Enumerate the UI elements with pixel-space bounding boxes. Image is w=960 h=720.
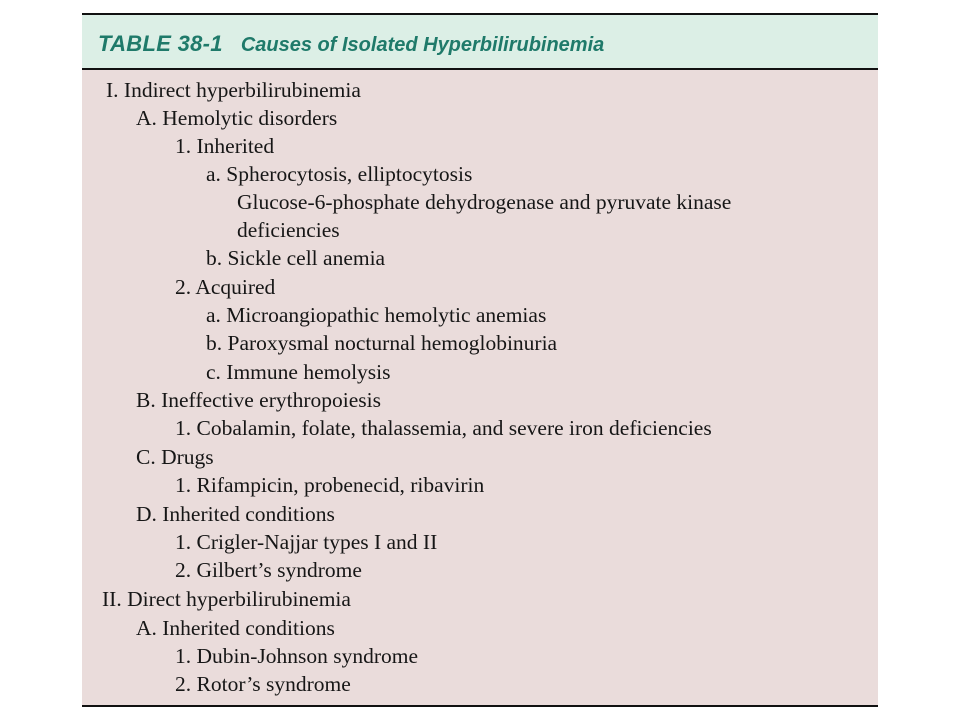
- table-title: Causes of Isolated Hyperbilirubinemia: [240, 34, 605, 56]
- outline-item-sub: b. Sickle cell anemia: [206, 246, 386, 270]
- outline-item-sub: b. Paroxysmal nocturnal hemoglobinuria: [206, 331, 558, 355]
- outline-item-number: 2. Gilbert’s syndrome: [175, 558, 362, 582]
- outline-item-letter: A. Inherited conditions: [136, 616, 335, 640]
- outline-item-number: 1. Crigler-Najjar types I and II: [175, 530, 438, 554]
- outline-item-number: 1. Dubin-Johnson syndrome: [175, 644, 419, 668]
- table-number: TABLE 38-1: [98, 31, 223, 56]
- outline-item-letter: D. Inherited conditions: [136, 502, 335, 526]
- outline-item-sub: a. Microangiopathic hemolytic anemias: [206, 303, 547, 327]
- outline-item-roman: II. Direct hyperbilirubinemia: [102, 587, 351, 611]
- outline-item-sub: c. Immune hemolysis: [206, 360, 391, 384]
- bottom-rule: [82, 705, 878, 707]
- outline-item-continuation: deficiencies: [237, 218, 340, 242]
- outline-item-continuation: Glucose-6-phosphate dehydrogenase and pyruvate kinase: [237, 190, 732, 214]
- outline-item-letter: C. Drugs: [136, 445, 214, 469]
- outline-item-letter: A. Hemolytic disorders: [136, 106, 338, 130]
- outline-item-number: 1. Cobalamin, folate, thalassemia, and severe iron deficiencies: [175, 416, 712, 440]
- outline-item-number: 2. Rotor’s syndrome: [175, 672, 351, 696]
- outline-list: [82, 13, 878, 707]
- table-38-1: [82, 13, 878, 707]
- outline-item-number: 1. Rifampicin, probenecid, ribavirin: [175, 473, 485, 497]
- outline-item-roman: I. Indirect hyperbilirubinemia: [106, 78, 361, 102]
- outline-item-number: 2. Acquired: [175, 275, 276, 299]
- outline-item-letter: B. Ineffective erythropoiesis: [136, 388, 381, 412]
- outline-item-sub: a. Spherocytosis, elliptocytosis: [206, 162, 473, 186]
- outline-item-number: 1. Inherited: [175, 134, 275, 158]
